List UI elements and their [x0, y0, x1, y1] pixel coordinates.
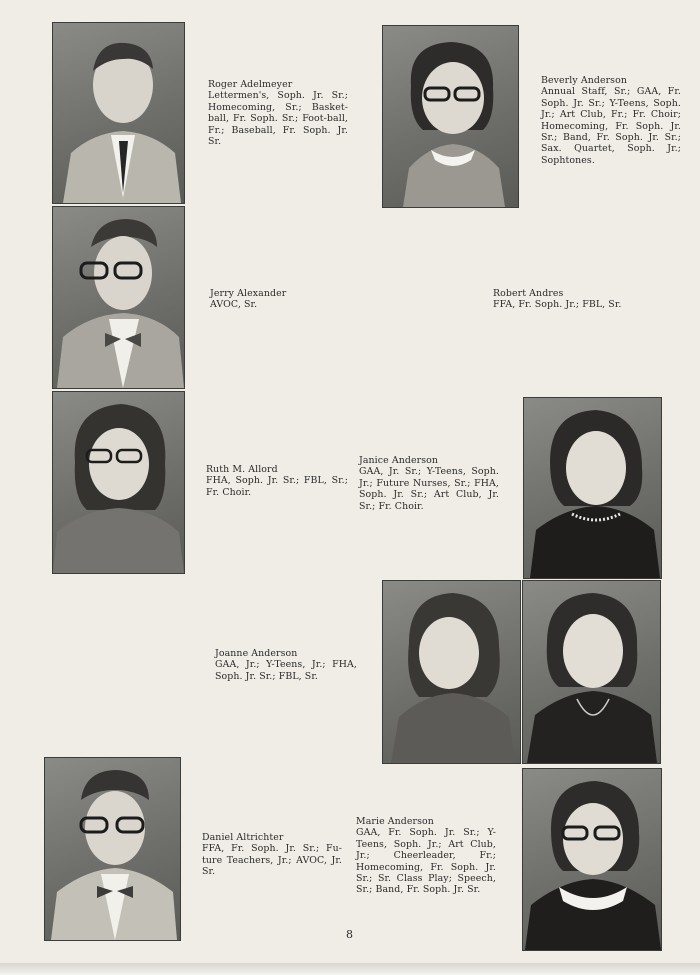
caption-roger-adelmeyer	[208, 79, 348, 147]
portrait-roger-adelmeyer	[52, 22, 185, 204]
student-name: Daniel Altrichter	[202, 832, 284, 843]
student-activities: GAA, Jr. Sr.; Y-Teens, Soph. Jr.; Future Nurses, Sr.; FHA, Soph. Jr. Sr.; Art Club, Jr. Sr.; Fr. Choir.	[359, 466, 499, 512]
student-activities: AVOC, Sr.	[210, 299, 258, 311]
student-name: Joanne Anderson	[215, 648, 298, 659]
student-name: Janice Anderson	[359, 455, 438, 466]
page-number: 8	[346, 928, 353, 941]
caption-janice-anderson	[359, 455, 499, 512]
portrait-beverly-anderson	[382, 25, 519, 208]
caption-beverly-anderson	[541, 75, 681, 166]
student-activities: FHA, Soph. Jr. Sr.; FBL, Sr.; Fr. Choir.	[206, 475, 348, 498]
portrait-marie-anderson	[522, 768, 662, 951]
student-activities: Lettermen's, Soph. Jr. Sr.; Homecoming, Sr.; Basket-ball, Fr. Soph. Sr.; Foot-ball, Fr.; Baseball, Fr. Soph. Jr. Sr.	[208, 90, 348, 148]
student-name: Robert Andres	[493, 288, 564, 299]
caption-daniel-altrichter	[202, 832, 342, 878]
caption-joanne-anderson	[215, 648, 357, 682]
portrait-joanne-anderson	[382, 580, 521, 764]
portrait-daniel-altrichter	[44, 757, 181, 941]
student-name: Roger Adelmeyer	[208, 79, 293, 90]
caption-ruth-allord	[206, 464, 348, 498]
portrait-janice-anderson	[523, 397, 662, 579]
student-name: Beverly Anderson	[541, 75, 627, 86]
caption-marie-anderson	[356, 816, 496, 896]
student-activities: GAA, Fr. Soph. Jr. Sr.; Y-Teens, Soph. Jr.; Art Club, Jr.; Cheerleader, Fr.; Homecoming, Fr. Soph. Jr. Sr.; Sr. Class Play; Speech, Sr.; Band, Fr. Soph. Jr. Sr.	[356, 827, 496, 896]
caption-jerry-alexander	[210, 288, 350, 311]
page-bottom-edge	[0, 963, 700, 975]
portrait-unnamed-student	[522, 580, 661, 764]
student-activities: Annual Staff, Sr.; GAA, Fr. Soph. Jr. Sr.; Y-Teens, Soph. Jr.; Art Club, Fr.; Fr. Choir; Homecoming, Fr. Soph. Jr. Sr.; Band, Fr. Soph. Jr. Sr.; Sax. Quartet, Soph. Jr.; Sophtones.	[541, 86, 681, 166]
portrait-jerry-alexander	[52, 206, 185, 389]
student-name: Marie Anderson	[356, 816, 434, 827]
student-name: Jerry Alexander	[210, 288, 287, 299]
caption-robert-andres	[493, 288, 643, 311]
student-name: Ruth M. Allord	[206, 464, 278, 475]
student-activities: FFA, Fr. Soph. Jr.; FBL, Sr.	[493, 299, 622, 311]
student-activities: FFA, Fr. Soph. Jr. Sr.; Fu-ture Teachers, Jr.; AVOC, Jr. Sr.	[202, 843, 342, 878]
student-activities: GAA, Jr.; Y-Teens, Jr.; FHA, Soph. Jr. Sr.; FBL, Sr.	[215, 659, 357, 682]
portrait-ruth-allord	[52, 391, 185, 574]
